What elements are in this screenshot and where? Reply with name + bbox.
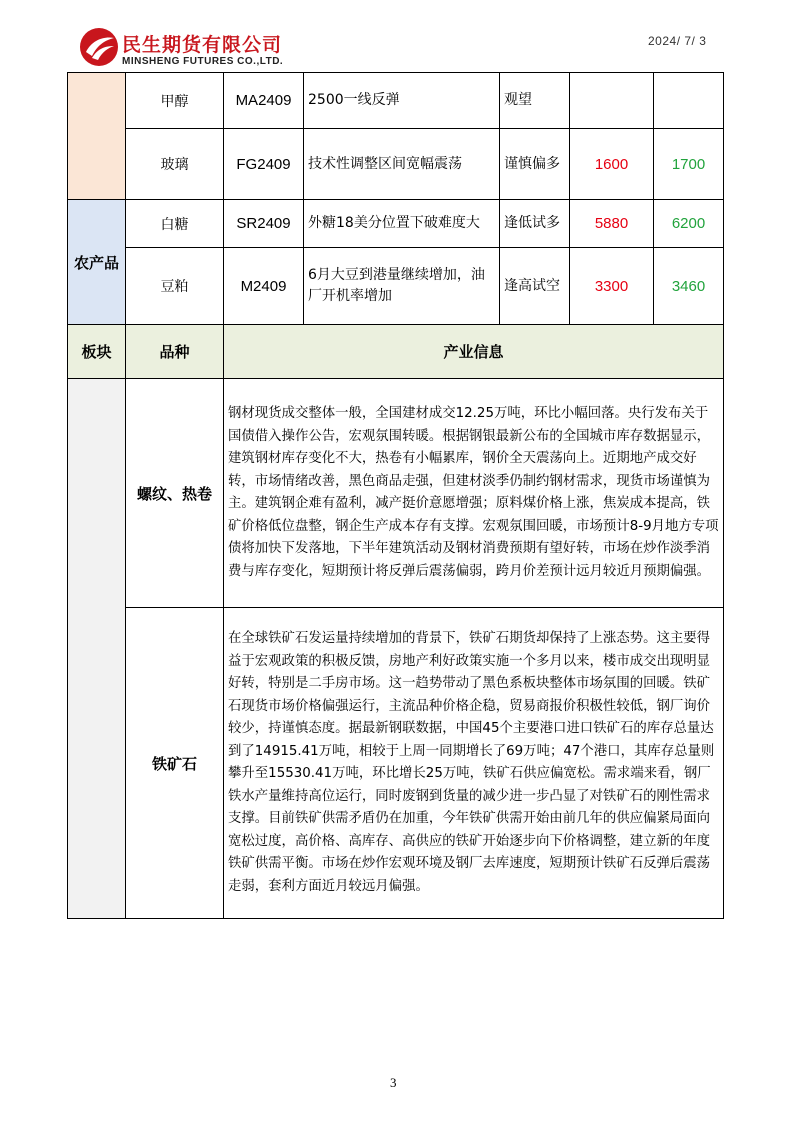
table-header-row — [68, 325, 724, 379]
info-text-cell: 钢材现货成交整体一般，全国建材成交12.25万吨，环比小幅回落。央行发布关于国债借入操作公告，宏观氛围转暖。根据钢银最新公布的全国城市库存数据显示，建筑钢材库存变化不大，热卷有小幅累库，钢价全天震荡向上。近期地产成交好转，市场情绪改善，黑色商品走强，但建材淡季仍制约钢材需求，现货市场谨慎为主。建筑钢企难有盈利，减产挺价意愿增强；原料煤价格上涨，焦炭成本提高，铁矿价格低位盘整，钢企生产成本存有支撑。宏观氛围回暖，市场预计8-9月地方专项债将加快下发落地，下半年建筑活动及钢材消费预期有望好转，市场在炒作淡季消费与库存变化，短期预计将反弹后震荡偏弱，跨月价差预计远月较近月预期偏强。 — [224, 379, 724, 608]
contract-code-cell: M2409 — [224, 248, 304, 325]
table-row — [68, 200, 724, 248]
contract-code-cell: SR2409 — [224, 200, 304, 248]
product-cell: 甲醇 — [126, 73, 224, 129]
contract-code-cell: FG2409 — [224, 129, 304, 200]
table-row — [68, 73, 724, 129]
resistance-cell — [654, 73, 724, 129]
table-row — [68, 248, 724, 325]
variety-cell: 螺纹、热卷 — [126, 379, 224, 608]
product-cell: 豆粕 — [126, 248, 224, 325]
logic-cell: 外糖18美分位置下破难度大 — [304, 200, 500, 248]
info-text-cell: 在全球铁矿石发运量持续增加的背景下，铁矿石期货却保持了上涨态势。这主要得益于宏观政策的积极反馈，房地产利好政策实施一个多月以来，楼市成交出现明显好转，特别是二手房市场。这一趋势带动了黑色系板块整体市场氛围的回暖。铁矿石现货市场价格偏强运行，主流品种价格企稳，贸易商报价积极性较低，钢厂询价较少，持谨慎态度。据最新钢联数据，中国45个主要港口进口铁矿石的库存总量达到了14915.41万吨，相较于上周一同期增长了69万吨；47个港口，其库存总量则攀升至15530.41万吨，环比增长25万吨，铁矿石供应偏宽松。需求端来看，钢厂铁水产量维持高位运行，同时废钢到货量的减少进一步凸显了对铁矿石的刚性需求支撑。目前铁矿供需矛盾仍在加重，今年铁矿供需开始由前几年的供应偏紧局面向宽松过度，高价格、高库存、高供应的铁矿开始逐步向下价格调整，建立新的年度铁矿供需平衡。市场在炒作宏观环境及钢厂去库速度，短期预计铁矿石反弹后震荡走弱，套利方面近月较远月偏强。 — [224, 608, 724, 919]
product-cell: 白糖 — [126, 200, 224, 248]
strategy-cell: 谨慎偏多 — [500, 129, 570, 200]
support-cell — [570, 73, 654, 129]
page-header — [0, 0, 794, 72]
table-row — [68, 129, 724, 200]
logic-cell: 2500一线反弹 — [304, 73, 500, 129]
table-row — [68, 608, 724, 919]
header-variety: 品种 — [126, 325, 224, 379]
header-info: 产业信息 — [224, 325, 724, 379]
resistance-cell: 1700 — [654, 129, 724, 200]
resistance-cell: 3460 — [654, 248, 724, 325]
page-number: 3 — [390, 1075, 397, 1090]
support-cell: 1600 — [570, 129, 654, 200]
strategy-cell: 观望 — [500, 73, 570, 129]
logic-cell: 技术性调整区间宽幅震荡 — [304, 129, 500, 200]
brand-name-cn: 民生期货有限公司 — [122, 34, 283, 56]
table-row — [68, 379, 724, 608]
industry-info-table — [67, 324, 724, 919]
minsheng-logo-icon — [78, 26, 120, 68]
product-cell: 玻璃 — [126, 129, 224, 200]
logic-cell: 6月大豆到港量继续增加，油厂开机率增加 — [304, 248, 500, 325]
sector-cell-chemical — [68, 73, 126, 200]
report-date: 2024/ 7/ 3 — [648, 34, 707, 48]
contract-code-cell: MA2409 — [224, 73, 304, 129]
sector-cell-ferrous — [68, 379, 126, 919]
strategy-table — [67, 72, 724, 325]
strategy-cell: 逢低试多 — [500, 200, 570, 248]
resistance-cell: 6200 — [654, 200, 724, 248]
support-cell: 5880 — [570, 200, 654, 248]
header-sector: 板块 — [68, 325, 126, 379]
variety-cell: 铁矿石 — [126, 608, 224, 919]
support-cell: 3300 — [570, 248, 654, 325]
strategy-cell: 逢高试空 — [500, 248, 570, 325]
sector-cell-agri: 农产品 — [68, 200, 126, 325]
brand-name-en: MINSHENG FUTURES CO.,LTD. — [122, 56, 284, 67]
